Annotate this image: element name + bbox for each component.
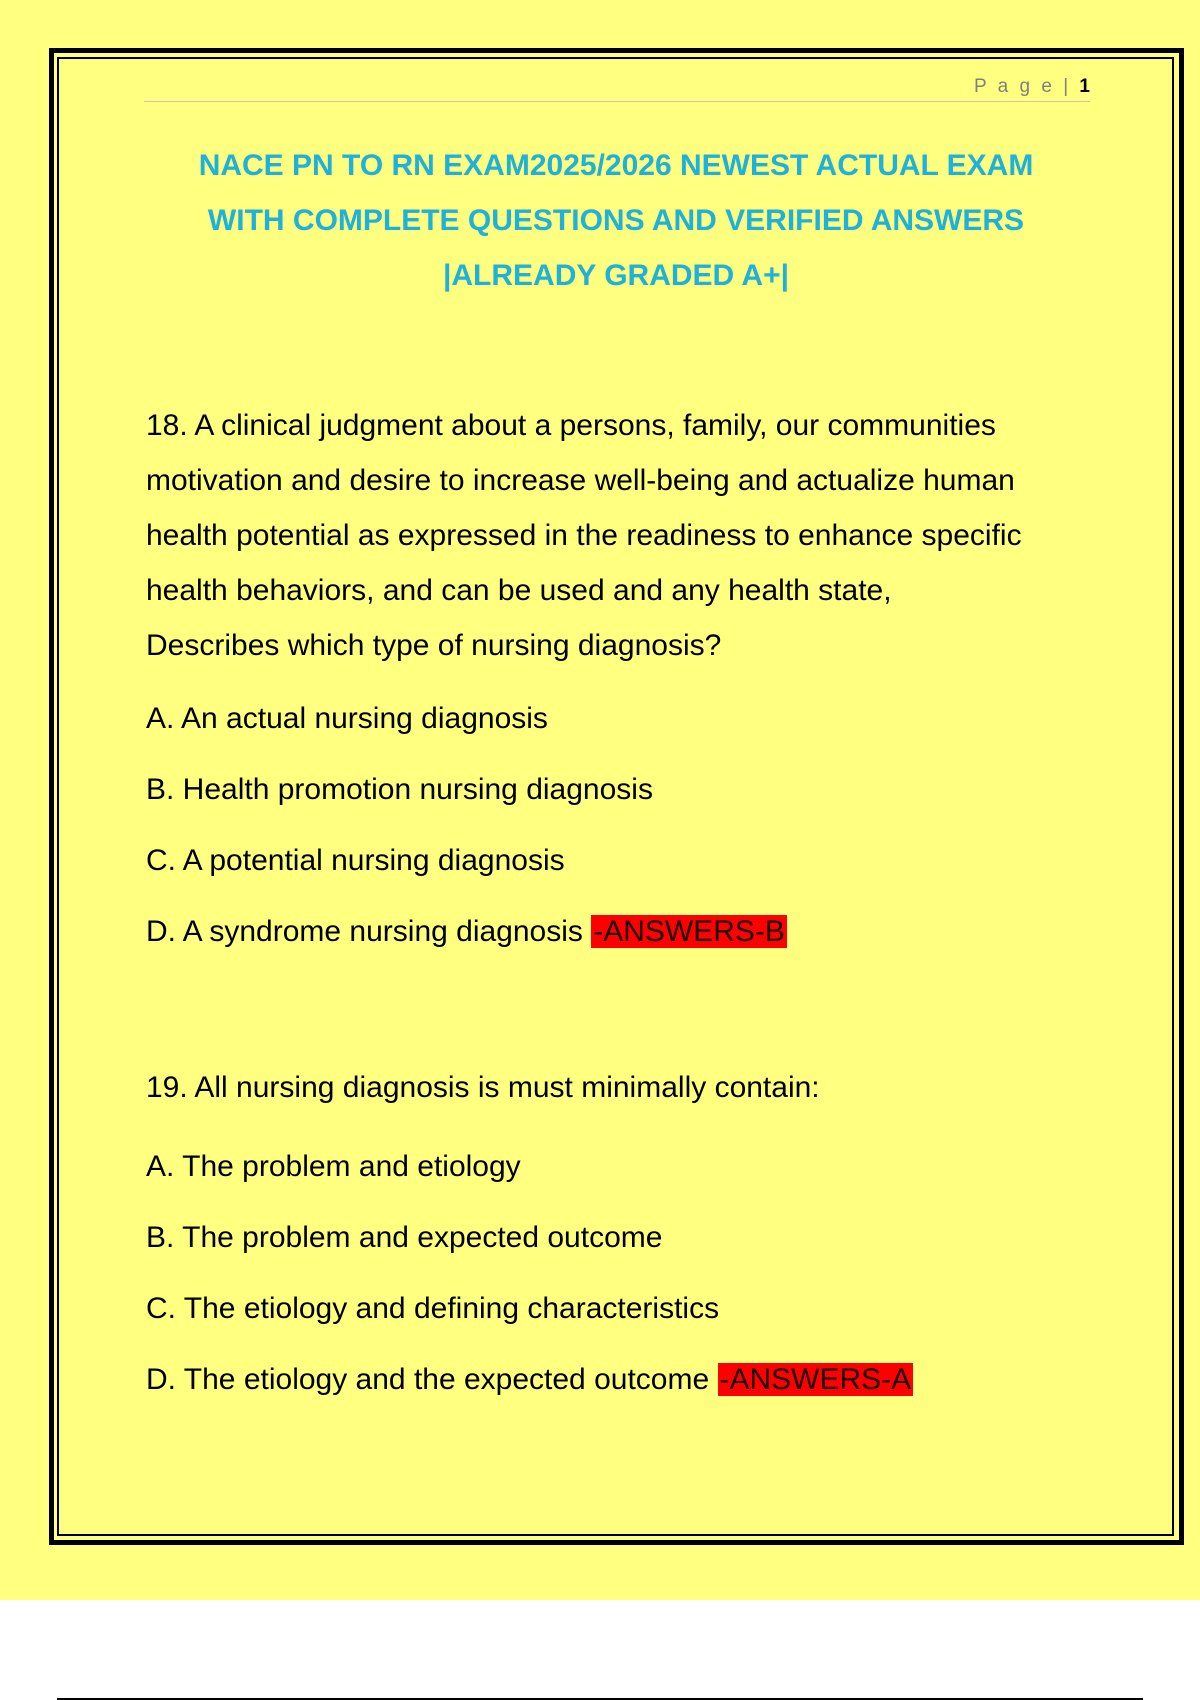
option-b: B. Health promotion nursing diagnosis — [146, 773, 653, 806]
document-title — [100, 138, 1132, 303]
option-b: B. The problem and expected outcome — [146, 1221, 663, 1254]
questions-container — [146, 398, 1101, 1398]
answer-highlight: -ANSWERS-B — [593, 915, 785, 948]
question-line: motivation and desire to increase well-being and actualize human — [146, 464, 1015, 497]
option-d — [146, 914, 1101, 950]
page-header — [144, 72, 1090, 102]
question-line: health behaviors, and can be used and any health state, — [146, 574, 892, 607]
question-18 — [146, 398, 1101, 950]
question-line: Describes which type of nursing diagnosis? — [146, 629, 722, 662]
option-a: A. An actual nursing diagnosis — [146, 702, 548, 735]
answer-highlight: -ANSWERS-A — [719, 1363, 912, 1396]
answer-options — [146, 1149, 1101, 1398]
title-line: NACE PN TO RN EXAM2025/2026 NEWEST ACTUAL EXAM — [198, 149, 1034, 182]
question-line: health potential as expressed in the readiness to enhance specific — [146, 519, 1022, 552]
option-c: C. The etiology and defining characteristics — [146, 1292, 720, 1325]
question-text — [146, 398, 1101, 673]
option-d-text: D. The etiology and the expected outcome — [146, 1363, 710, 1396]
title-line: |ALREADY GRADED A+| — [443, 259, 789, 292]
option-a: A. The problem and etiology — [146, 1150, 521, 1183]
option-d — [146, 1362, 1101, 1398]
question-19 — [146, 1060, 1101, 1398]
title-line: WITH COMPLETE QUESTIONS AND VERIFIED ANSWERS — [207, 204, 1025, 237]
answer-options — [146, 701, 1101, 950]
page-number-label — [974, 76, 1090, 98]
option-c: C. A potential nursing diagnosis — [146, 844, 565, 877]
option-d-text: D. A syndrome nursing diagnosis — [146, 915, 583, 948]
page-separator: | — [1063, 76, 1072, 97]
page-label: P a g e — [974, 76, 1055, 97]
page-number: 1 — [1079, 76, 1090, 97]
question-line: 19. All nursing diagnosis is must minimally contain: — [146, 1071, 820, 1104]
question-text — [146, 1060, 1101, 1115]
question-line: 18. A clinical judgment about a persons, family, our communities — [146, 409, 996, 442]
